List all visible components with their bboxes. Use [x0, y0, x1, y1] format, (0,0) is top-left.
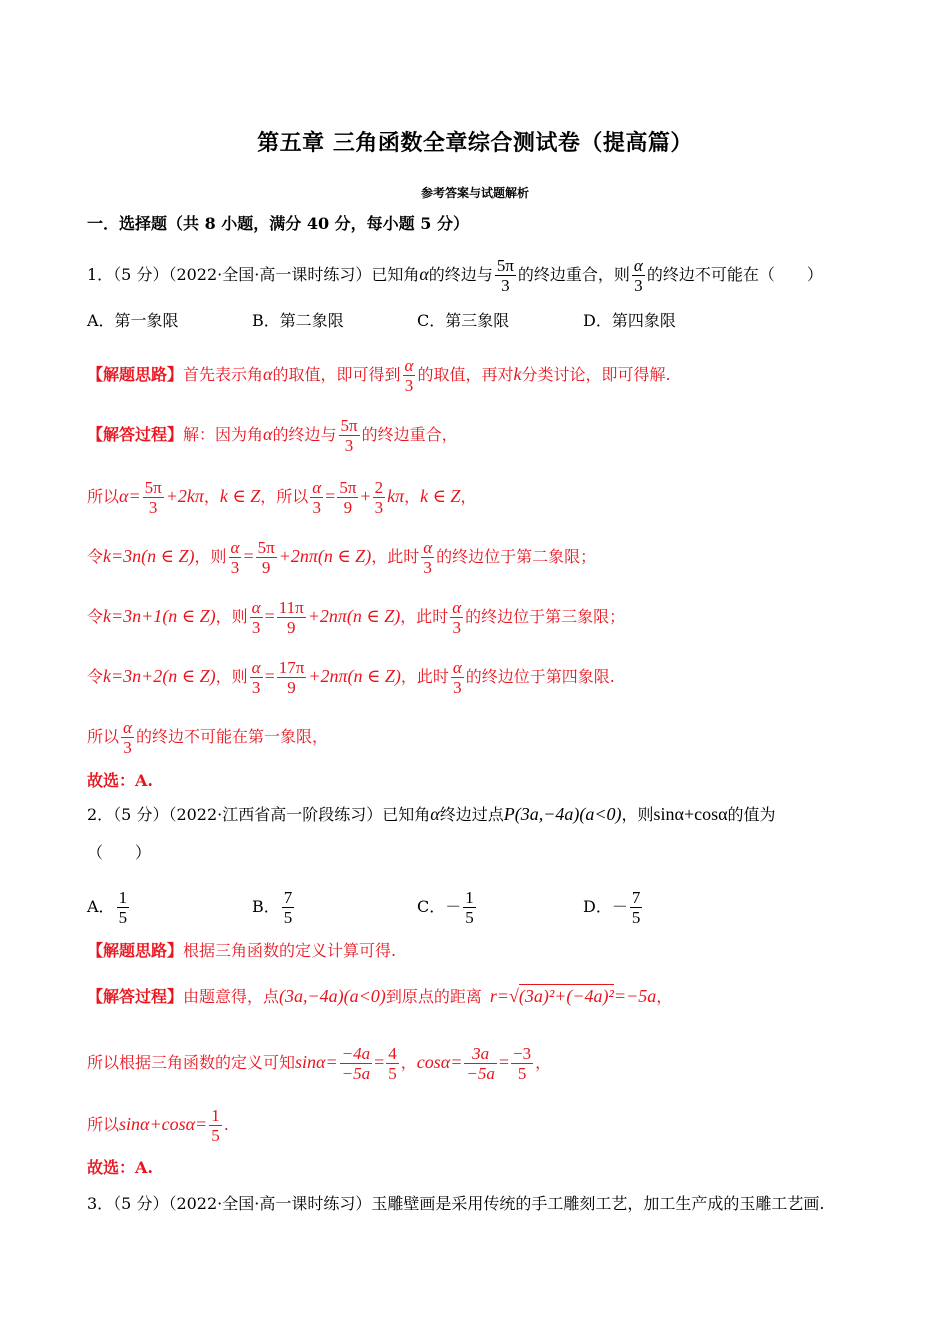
fraction: $\frac{5\pi}{9}$	[339, 478, 357, 517]
fraction: $\frac{7}{5}$	[283, 888, 293, 927]
fraction: $\frac{-4a}{-5a}$	[341, 1044, 371, 1083]
q3-stem: 3．（5 分）（2022·全国·高一课时练习）玉雕壁画是采用传统的手工雕刻工艺，加工生产成的玉雕工艺画.	[87, 1194, 825, 1213]
fraction: $\frac{\alpha}{3}$	[404, 356, 414, 395]
fraction: $\frac{1}{5}$	[211, 1106, 220, 1145]
q2-step-2: 所以sinα+cosα= $\frac{1}{5}$ .	[87, 1106, 229, 1145]
fraction: $\frac{-3}{5}$	[513, 1044, 532, 1083]
fraction: $\frac{\alpha}{3}$	[251, 658, 261, 697]
fraction: $\frac{2}{3}$	[374, 478, 384, 517]
fraction: $\frac{\alpha}{3}$	[230, 538, 240, 577]
fraction: $\frac{1}{5}$	[118, 888, 128, 927]
q1-answer: 故选：A.	[87, 771, 153, 790]
fraction: $\frac{11\pi}{9}$	[278, 598, 304, 637]
q1-option-a: A．第一象限	[87, 311, 179, 330]
fraction: $\frac{\alpha}{3}$	[423, 538, 433, 577]
q2-option-c: C．－ $\frac{1}{5}$	[417, 888, 474, 927]
q1-solution-process: 【解答过程】解：因为角α的终边与 $\frac{5\pi}{3}$ 的终边重合，	[87, 416, 458, 455]
page-title: 第五章 三角函数全章综合测试卷（提高篇）	[257, 130, 693, 156]
q2-solution-process: 【解答过程】由题意得，点(3a,−4a)(a<0)到原点的距离 r=√(3a)²+(−4a)²=−5a，	[87, 986, 673, 1006]
fraction: $\frac{\alpha}{3}$	[123, 718, 132, 757]
q2-stem-bracket: （ ）	[87, 843, 152, 862]
fraction: $\frac{\alpha}{3}$	[633, 256, 643, 295]
q1-option-b: B．第二象限	[252, 311, 344, 330]
q2-option-b: B． $\frac{7}{5}$	[252, 888, 293, 927]
q2-step-1: 所以根据三角函数的定义可知sinα= $\frac{-4a}{-5a}$ = $\frac{4}{5}$ ，cosα= $\frac{3a}{-5a}$ = $\frac{-3}{5}$ ，	[87, 1044, 552, 1083]
fraction: $\frac{\alpha}{3}$	[452, 658, 462, 697]
fraction: $\frac{\alpha}{3}$	[312, 478, 322, 517]
q1-solution-idea: 【解题思路】首先表示角α的取值，即可得到 $\frac{\alpha}{3}$ 的取值，再对k分类讨论，即可得解.	[87, 356, 671, 395]
fraction: $\frac{\alpha}{3}$	[452, 598, 462, 637]
page-subtitle: 参考答案与试题解析	[420, 186, 529, 200]
q2-stem: 2．（5 分）（2022·江西省高一阶段练习）已知角α终边过点P(3a,−4a)(a<0)，则sinα+cosα的值为	[87, 804, 776, 824]
q1-step-3: 令k=3n+1(n ∈ Z)，则 $\frac{\alpha}{3}$ = $\frac{11\pi}{9}$ +2nπ(n ∈ Z)，此时 $\frac{\alpha}{3}$ 的终边位于第三象限；	[87, 598, 626, 637]
q1-option-d: D．第四象限	[583, 311, 676, 330]
q1-step-1: 所以α= $\frac{5\pi}{3}$ +2kπ，k ∈ Z，所以 $\frac{\alpha}{3}$ = $\frac{5\pi}{9}$ + $\frac{2}{3}$ kπ，k ∈ Z，	[87, 478, 477, 517]
fraction: $\frac{17\pi}{9}$	[278, 658, 305, 697]
q1-step-2: 令k=3n(n ∈ Z)，则 $\frac{\alpha}{3}$ = $\frac{5\pi}{9}$ +2nπ(n ∈ Z)，此时 $\frac{\alpha}{3}$ 的终边位于第二象限；	[87, 538, 597, 577]
fraction: $\frac{7}{5}$	[631, 888, 641, 927]
fraction: $\frac{5\pi}{3}$	[340, 416, 358, 455]
fraction: $\frac{1}{5}$	[465, 888, 474, 927]
q2-solution-idea: 【解题思路】根据三角函数的定义计算可得.	[87, 941, 397, 960]
fraction: $\frac{5\pi}{9}$	[257, 538, 275, 577]
q1-conclusion: 所以 $\frac{\alpha}{3}$ 的终边不可能在第一象限，	[87, 718, 328, 757]
fraction: $\frac{\alpha}{3}$	[251, 598, 261, 637]
q2-option-a: A． $\frac{1}{5}$	[87, 888, 128, 927]
section-heading: 一．选择题（共 8 小题，满分 40 分，每小题 5 分）	[87, 214, 469, 233]
q1-stem: 1．（5 分）（2022·全国·高一课时练习）已知角α的终边与 $\frac{5\pi}{3}$ 的终边重合，则 $\frac{\alpha}{3}$ 的终边不可能在（ ）	[87, 256, 823, 295]
q1-step-4: 令k=3n+2(n ∈ Z)，则 $\frac{\alpha}{3}$ = $\frac{17\pi}{9}$ +2nπ(n ∈ Z)，此时 $\frac{\alpha}{3}$ 的终边位于第四象限.	[87, 658, 615, 697]
fraction: $\frac{5\pi}{3}$	[144, 478, 162, 517]
q2-answer: 故选：A.	[87, 1158, 153, 1177]
q1-option-c: C．第三象限	[417, 311, 510, 330]
fraction: $\frac{4}{5}$	[388, 1044, 397, 1083]
fraction: $\frac{3a}{-5a}$	[466, 1044, 495, 1083]
q2-option-d: D．－ $\frac{7}{5}$	[583, 888, 641, 927]
fraction: $\frac{5\pi}{3}$	[496, 256, 514, 295]
